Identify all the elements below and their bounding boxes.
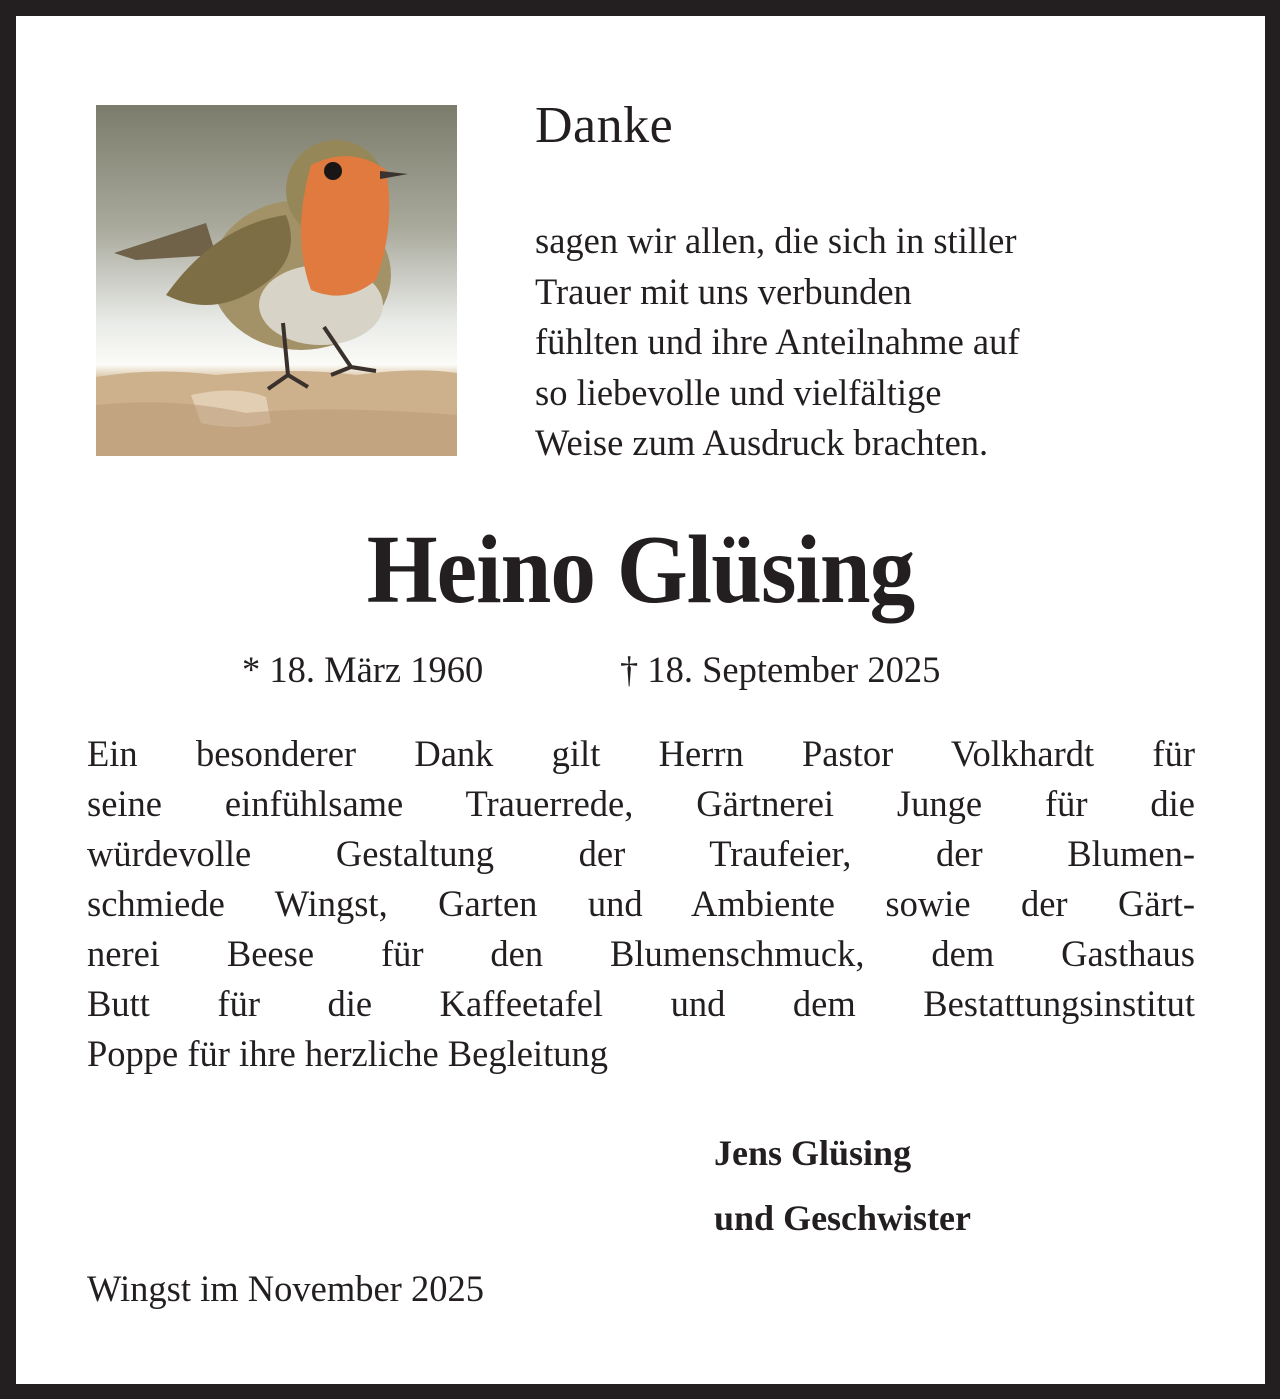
intro-line: fühlten und ihre Anteilnahme auf — [535, 321, 1020, 362]
intro-line: so liebevolle und vielfältige — [535, 371, 942, 413]
signature-name: Jens Glüsing — [714, 1133, 912, 1173]
obituary-notice — [16, 16, 1265, 1384]
heading-danke: Danke — [535, 97, 674, 154]
paragraph-line: Poppe für ihre herzliche Begleitung — [87, 1033, 608, 1074]
robin-photo — [96, 105, 457, 456]
intro-text — [535, 216, 1215, 469]
intro-line: Trauer mit uns verbunden — [535, 270, 912, 312]
paragraph-line: würdevolle Gestaltung der Traufeier, der Blumen- — [87, 833, 1195, 874]
intro-line: sagen wir allen, die sich in stiller — [535, 220, 1017, 261]
paragraph-line: schmiede Wingst, Garten und Ambiente sowie der Gärt- — [87, 883, 1195, 924]
birth-date: * 18. März 1960 — [242, 649, 484, 690]
paragraph-line: nerei Beese für den Blumenschmuck, dem Gasthaus — [87, 933, 1195, 974]
deceased-name: Heino Glüsing — [366, 516, 915, 624]
signature-family: und Geschwister — [714, 1198, 972, 1238]
robin-bird-icon — [96, 105, 457, 456]
paragraph-line: Butt für die Kaffeetafel und dem Bestattungsinstitut — [87, 983, 1195, 1024]
place-date: Wingst im November 2025 — [87, 1268, 484, 1309]
intro-line: Weise zum Ausdruck brachten. — [535, 422, 989, 463]
paragraph-line: Ein besonderer Dank gilt Herrn Pastor Volkhardt für — [87, 733, 1195, 774]
thanks-paragraph — [87, 729, 1195, 1079]
paragraph-line: seine einfühlsame Trauerrede, Gärtnerei Junge für die — [87, 783, 1195, 824]
death-date: † 18. September 2025 — [620, 649, 941, 690]
